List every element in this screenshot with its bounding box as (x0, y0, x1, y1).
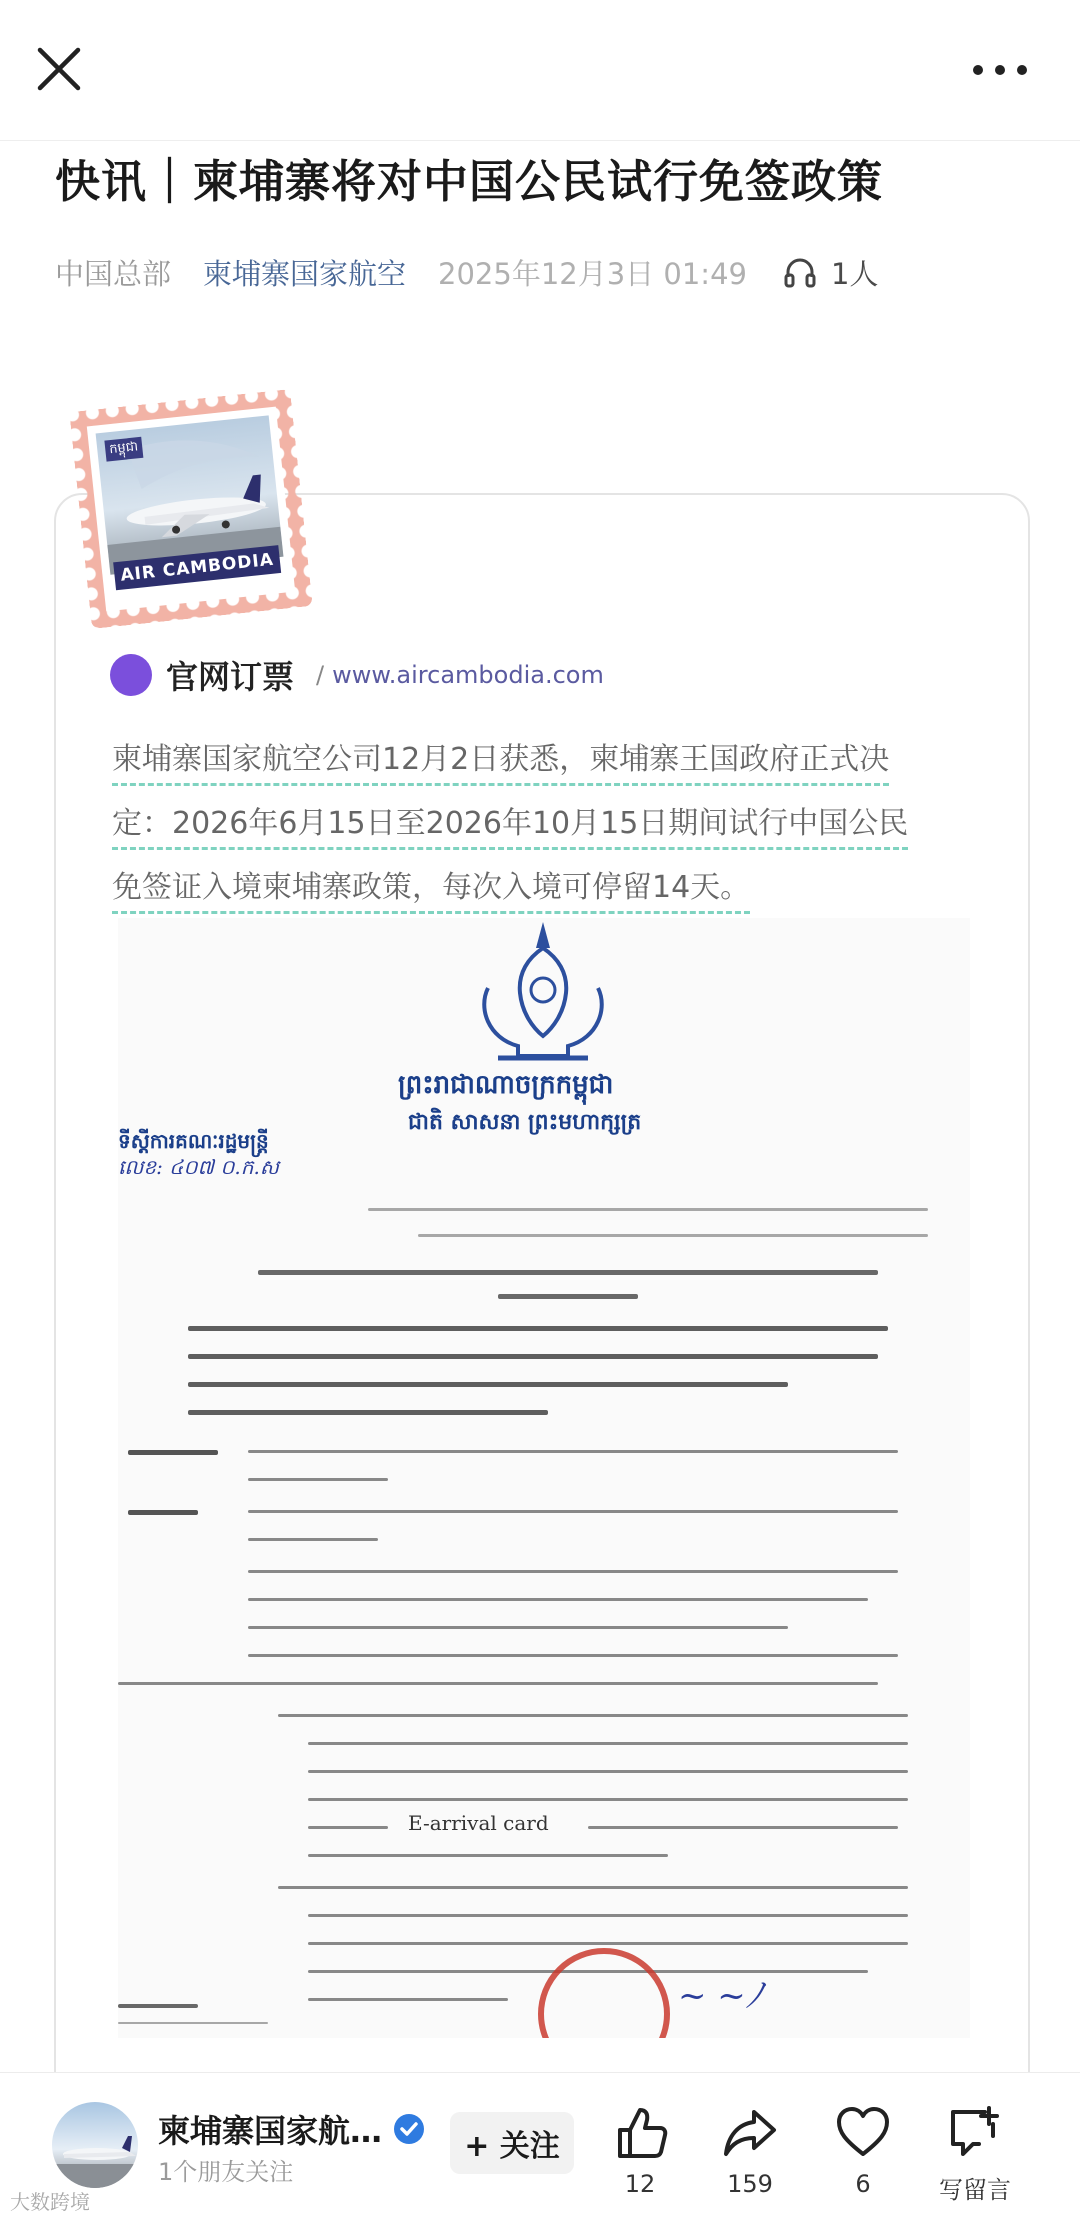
booking-row[interactable] (110, 650, 604, 700)
kingdom-heading: ព្រះរាជាណាចក្រកម្ពុជា (398, 1070, 614, 1100)
url-text: www.aircambodia.com (332, 661, 604, 689)
publish-date: 2025年12月3日 01:49 (438, 256, 747, 291)
heart-icon (833, 2102, 893, 2162)
favorite-count: 6 (855, 2170, 871, 2198)
top-bar (0, 0, 1080, 141)
comment-add-icon (945, 2102, 1005, 2162)
paragraph-line: 定：2026年6月15日至2026年10月15日期间试行中国公民 (112, 806, 908, 850)
article-title: 快讯｜柬埔寨将对中国公民试行免签政策 (55, 155, 884, 208)
office-heading: ទីស្ដីការគណៈរដ្ឋមន្ត្រី (118, 1129, 269, 1153)
brand-dot-icon (110, 654, 152, 696)
official-red-seal (538, 1948, 670, 2038)
account-avatar[interactable] (52, 2102, 138, 2188)
share-arrow-icon (720, 2102, 780, 2162)
booking-label: 官网订票 (166, 658, 295, 696)
government-document-image (118, 918, 970, 2038)
follow-button[interactable]: + 关注 (450, 2112, 574, 2174)
share-button[interactable] (695, 2098, 805, 2208)
article-paragraph (112, 728, 992, 920)
stamp-tag: កម្ពុជា (104, 437, 143, 462)
thumbs-up-icon (610, 2102, 670, 2162)
like-count: 12 (624, 2170, 656, 2198)
verified-badge-icon (394, 2114, 424, 2144)
more-options-icon[interactable] (962, 50, 1042, 90)
listen-button[interactable] (783, 252, 878, 293)
air-cambodia-stamp (69, 389, 313, 629)
article-meta (55, 252, 878, 292)
close-icon[interactable] (30, 40, 88, 98)
stamp-label: AIR CAMBODIA (113, 545, 281, 590)
paragraph-line: 免签证入境柬埔寨政策，每次入境可停留14天。 (112, 870, 750, 914)
comment-label: 写留言 (939, 2176, 1011, 2204)
friend-follow-count: 1个朋友关注 (158, 2158, 294, 2186)
booking-url[interactable]: / www.aircambodia.com (316, 661, 604, 689)
listener-count: 1人 (830, 256, 879, 291)
footer-account[interactable] (158, 2106, 424, 2152)
comment-button[interactable] (920, 2098, 1030, 2208)
share-count: 159 (727, 2170, 773, 2198)
paragraph-line: 柬埔寨国家航空公司12月2日获悉，柬埔寨王国政府正式决 (112, 742, 889, 786)
signature-mark: ~ ~ﾉ (678, 1976, 763, 2016)
reference-number: លេខ: ៤០៧ ០.ក.ស (118, 1155, 279, 1179)
like-button[interactable] (585, 2098, 695, 2208)
account-link[interactable]: 柬埔寨国家航空 (203, 256, 407, 291)
headphones-icon (783, 255, 817, 289)
org-name: 中国总部 (55, 256, 172, 291)
watermark (10, 2186, 90, 2215)
earrival-text: E-arrival card (408, 1811, 549, 1835)
favorite-button[interactable] (808, 2098, 918, 2208)
royal-coat-of-arms-icon (458, 918, 628, 1068)
watermark-text: 大数跨境 (10, 2190, 90, 2214)
footer-account-name: 柬埔寨国家航… (158, 2112, 383, 2150)
kingdom-motto: ជាតិ សាសនា ព្រះមហាក្សត្រ (408, 1109, 642, 1135)
